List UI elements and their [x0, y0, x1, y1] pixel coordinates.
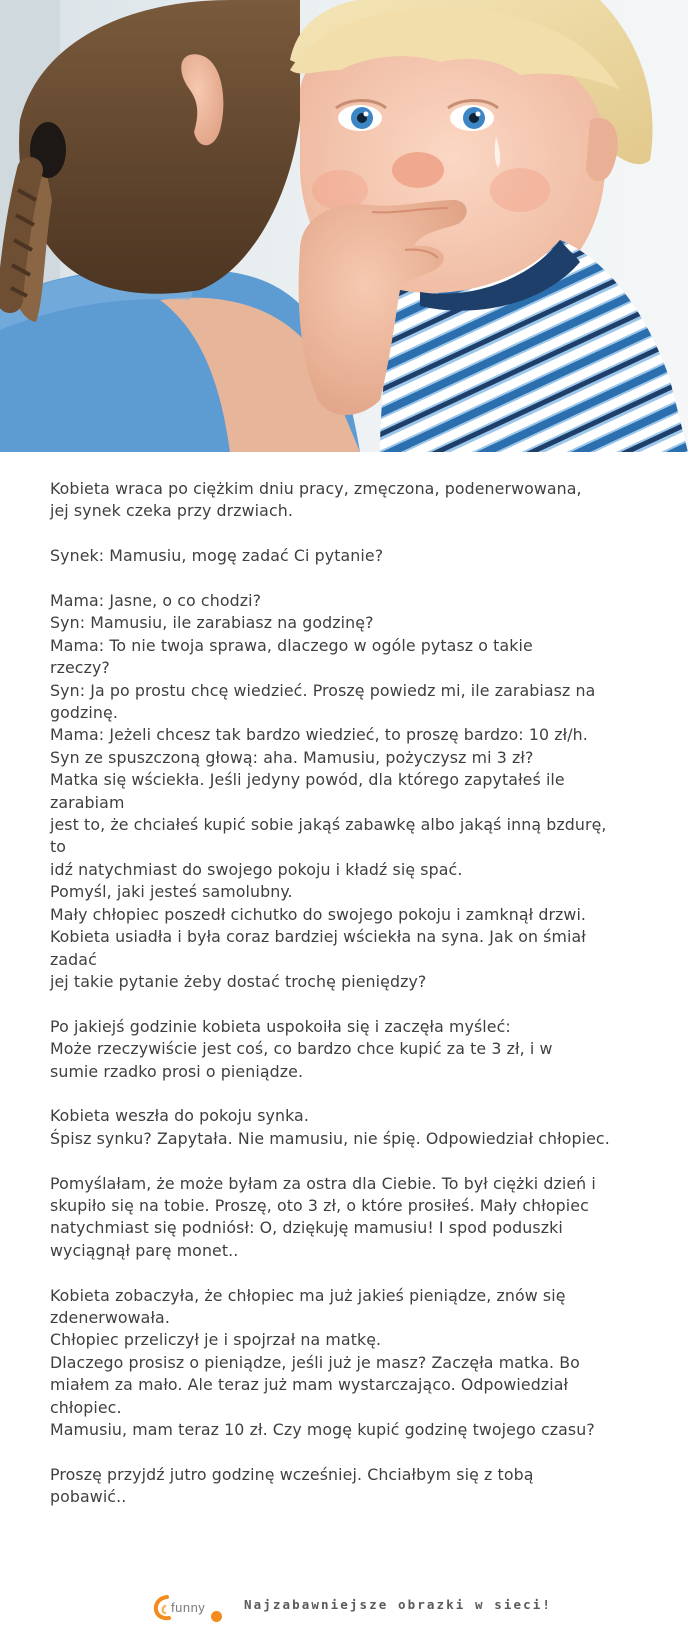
- paragraph-gap: [50, 523, 640, 545]
- story-line: wyciągnął parę monet..: [50, 1240, 239, 1260]
- story-line: Syn: Mamusiu, ile zarabiasz na godzinę?: [50, 613, 374, 633]
- story-line: Kobieta wraca po ciężkim dniu pracy, zmęczona, podenerwowana,: [50, 479, 582, 498]
- story-line: Syn ze spuszczoną głową: aha. Mamusiu, pożyczysz mi 3 zł?: [50, 747, 534, 767]
- story-line: Mamusiu, mam teraz 10 zł. Czy mogę kupić godzinę twojego czasu?: [50, 1419, 595, 1439]
- story-line: Mama: To nie twoja sprawa, dlaczego w ogóle pytasz o takie: [50, 635, 533, 655]
- story-line: rzeczy?: [50, 658, 110, 678]
- story-line: pobawić..: [50, 1487, 127, 1507]
- story-line: jej synek czeka przy drzwiach.: [50, 501, 293, 521]
- paragraph-gap: [50, 1441, 640, 1463]
- story-line: Mały chłopiec poszedł cichutko do swojego pokoju i zamknął drzwi.: [50, 904, 587, 924]
- story-line: natychmiast się podniósł: O, dziękuję mamusiu! I spod poduszki: [50, 1218, 563, 1238]
- site-tagline: Najzabawniejsze obrazki w sieci!: [244, 1597, 553, 1612]
- story-line: Mama: Jasne, o co chodzi?: [50, 591, 262, 610]
- story-line: Pomyśl, jaki jesteś samolubny.: [50, 882, 293, 902]
- story-line: Dlaczego prosisz o pieniądze, jeśli już je masz? Zaczęła matka. Bo: [50, 1352, 580, 1372]
- story-line: Chłopiec przeliczył je i spojrzał na matkę.: [50, 1330, 382, 1350]
- paragraph-gap: [50, 1150, 640, 1172]
- story-line: Syn: Ja po prostu chcę wiedzieć. Proszę powiedz mi, ile zarabiasz na: [50, 680, 596, 700]
- story-line: sumie rzadko prosi o pieniądze.: [50, 1061, 304, 1081]
- story-line: godzinę.: [50, 703, 118, 723]
- story-line: Może rzeczywiście jest coś, co bardzo chce kupić za te 3 zł, i w: [50, 1039, 553, 1059]
- story-panel: [0, 452, 696, 1580]
- story-line: Matka się wściekła. Jeśli jedyny powód, dla którego zapytałeś ile: [50, 770, 565, 790]
- paragraph-gap: [50, 568, 640, 590]
- story-line: zadać: [50, 949, 97, 969]
- story-line: zarabiam: [50, 792, 125, 812]
- story-line: Śpisz synku? Zapytała. Nie mamusiu, nie śpię. Odpowiedział chłopiec.: [50, 1128, 610, 1148]
- paragraph-gap: [50, 1083, 640, 1105]
- story-line: chłopiec.: [50, 1397, 122, 1417]
- footer-watermark: [0, 1580, 696, 1632]
- story-line: zdenerwowała.: [50, 1307, 170, 1327]
- story-line: Synek: Mamusiu, mogę zadać Ci pytanie?: [50, 546, 384, 566]
- story-line: to: [50, 837, 67, 857]
- story-line: Mama: Jeżeli chcesz tak bardzo wiedzieć, to proszę bardzo: 10 zł/h.: [50, 725, 588, 745]
- story-line: Pomyślałam, że może byłam za ostra dla Ciebie. To był ciężki dzień i: [50, 1173, 596, 1193]
- logo-badge-icon: [211, 1611, 222, 1622]
- hero-photo: [0, 0, 688, 452]
- story-text: [50, 478, 640, 1509]
- story-line: jej takie pytanie żeby dostać trochę pieniędzy?: [50, 971, 427, 991]
- story-line: Kobieta usiadła i była coraz bardziej wściekła na syna. Jak on śmiał: [50, 927, 586, 947]
- story-line: Proszę przyjdź jutro godzinę wcześniej. Chciałbym się z tobą: [50, 1464, 534, 1484]
- mother-child-illustration: [0, 0, 688, 452]
- story-line: miałem za mało. Ale teraz już mam wystarczająco. Odpowiedział: [50, 1375, 569, 1395]
- story-line: jest to, że chciałeś kupić sobie jakąś zabawkę albo jakąś inną bzdurę,: [50, 815, 607, 835]
- paragraph-gap: [50, 993, 640, 1015]
- story-line: skupiło się na tobie. Proszę, oto 3 zł, o które prosiłeś. Mały chłopiec: [50, 1195, 589, 1215]
- story-line: Po jakiejś godzinie kobieta uspokoiła się i zaczęła myśleć:: [50, 1016, 511, 1036]
- story-line: idź natychmiast do swojego pokoju i kładź się spać.: [50, 859, 463, 879]
- paragraph-gap: [50, 1262, 640, 1284]
- story-line: Kobieta weszła do pokoju synka.: [50, 1106, 309, 1126]
- logo-text: funny: [171, 1600, 206, 1615]
- funny-pl-logo: [153, 1594, 229, 1624]
- story-line: Kobieta zobaczyła, że chłopiec ma już jakieś pieniądze, znów się: [50, 1285, 566, 1305]
